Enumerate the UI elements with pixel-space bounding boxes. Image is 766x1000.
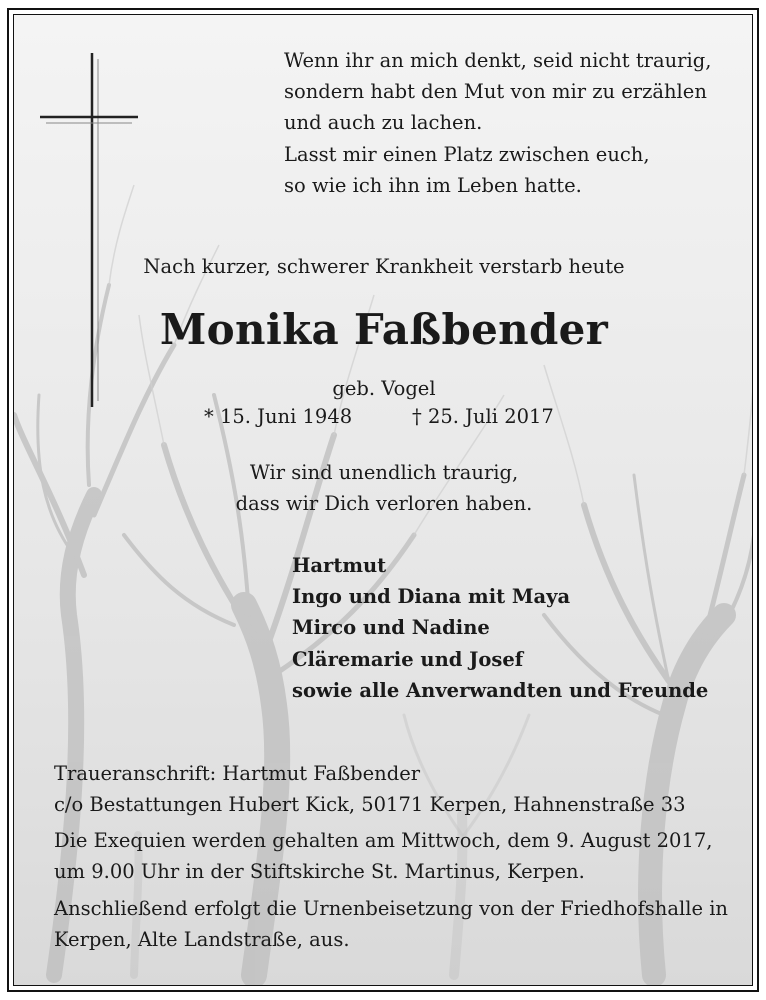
mourning-text [14,457,753,519]
death-date: † 25. Juli 2017 [412,405,554,428]
family-member: Hartmut [292,554,387,577]
mourning-address [54,758,686,820]
family-list [292,550,708,706]
address-line: Traueranschrift: Hartmut Faßbender [54,762,421,785]
poem [284,45,711,201]
burial-info [54,893,728,955]
funeral-service-info [54,825,712,887]
poem-line: und auch zu lachen. [284,111,483,135]
birth-date: * 15. Juni 1948 [204,405,353,428]
life-dates [14,401,753,433]
family-member: Ingo und Diana mit Maya [292,585,571,609]
birth-name: geb. Vogel [332,377,436,400]
poem-line: so wie ich ihn im Leben hatte. [284,173,582,197]
family-member: sowie alle Anverwandten und Freunde [292,678,709,702]
burial-line: Kerpen, Alte Landstraße, aus. [54,928,350,952]
service-line: um 9.00 Uhr in der Stiftskirche St. Martinus, Kerpen. [54,860,585,884]
mourning-line: dass wir Dich verloren haben. [235,492,533,516]
poem-line: Lasst mir einen Platz zwischen euch, [284,142,650,166]
poem-line: sondern habt den Mut von mir zu erzählen [284,80,707,104]
burial-line: Anschließend erfolgt die Urnenbeisetzung von der Friedhofshalle in [54,897,728,920]
death-announcement: Nach kurzer, schwerer Krankheit verstarb heute [143,255,625,278]
poem-line: Wenn ihr an mich denkt, seid nicht traurig, [284,49,712,72]
obituary-card [13,14,753,986]
deceased-name: Monika Faßbender [159,305,609,354]
service-line: Die Exequien werden gehalten am Mittwoch, dem 9. August 2017, [54,829,713,852]
address-line: c/o Bestattungen Hubert Kick, 50171 Kerpen, Hahnenstraße 33 [54,793,686,817]
family-member: Cläremarie und Josef [292,647,524,671]
family-member: Mirco und Nadine [292,616,490,640]
mourning-line: Wir sind unendlich traurig, [249,461,519,484]
